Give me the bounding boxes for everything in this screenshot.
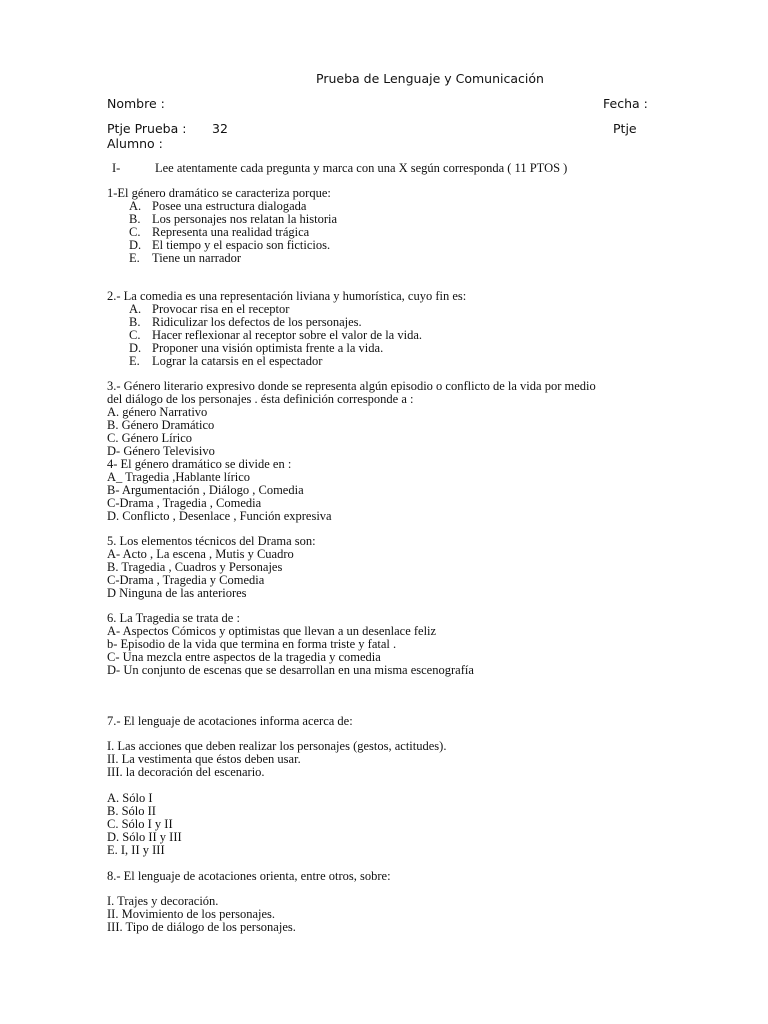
option-text: Hacer reflexionar al receptor sobre el valor de la vida. bbox=[152, 328, 422, 342]
option-text: Representa una realidad trágica bbox=[152, 225, 310, 239]
list-item: II. Movimiento de los personajes. bbox=[107, 907, 276, 921]
q8-stem: 8.- El lenguaje de acotaciones orienta, entre otros, sobre: bbox=[107, 869, 391, 883]
option-letter: C. bbox=[129, 225, 141, 239]
list-item: III. Tipo de diálogo de los personajes. bbox=[107, 920, 296, 934]
ptje-alumno-label-cont: Alumno : bbox=[107, 136, 163, 151]
list-item: B. Sólo II bbox=[107, 804, 156, 818]
option-text: Tiene un narrador bbox=[152, 251, 242, 265]
fecha-label: Fecha : bbox=[603, 96, 648, 111]
option-text: Posee una estructura dialogada bbox=[152, 199, 307, 213]
list-item: A. Sólo I bbox=[107, 791, 153, 805]
option-letter: B. bbox=[129, 212, 141, 226]
option-letter: D. bbox=[129, 341, 142, 355]
option-text: Los personajes nos relatan la historia bbox=[152, 212, 338, 226]
option-letter: A. bbox=[129, 302, 142, 316]
list-item: C-Drama , Tragedia y Comedia bbox=[107, 573, 265, 587]
list-item: C. Género Lírico bbox=[107, 431, 193, 445]
q8-statements bbox=[107, 895, 296, 934]
section-instruction: Lee atentamente cada pregunta y marca con una X según corresponda ( 11 PTOS ) bbox=[155, 161, 568, 175]
list-item: D Ninguna de las anteriores bbox=[107, 586, 247, 600]
list-item: I. Trajes y decoración. bbox=[107, 894, 219, 908]
list-item: C. Sólo I y II bbox=[107, 817, 173, 831]
list-item: III. la decoración del escenario. bbox=[107, 765, 265, 779]
q5-stem: 5. Los elementos técnicos del Drama son: bbox=[107, 534, 316, 548]
option-text: Proponer una visión optimista frente a la vida. bbox=[152, 341, 384, 355]
list-item: B- Argumentación , Diálogo , Comedia bbox=[107, 483, 304, 497]
list-item: A- Aspectos Cómicos y optimistas que llevan a un desenlace feliz bbox=[107, 624, 437, 638]
q3-stem-cont: del diálogo de los personajes . ésta definición corresponde a : bbox=[107, 392, 414, 406]
list-item: D. Conflicto , Desenlace , Función expresiva bbox=[107, 509, 332, 523]
list-item: C-Drama , Tragedia , Comedia bbox=[107, 496, 262, 510]
list-item: B. Género Dramático bbox=[107, 418, 215, 432]
option-letter: D. bbox=[129, 238, 142, 252]
ptje-alumno-label: Ptje bbox=[613, 121, 637, 136]
q4-stem: 4- El género dramático se divide en : bbox=[107, 457, 292, 471]
section-number: I- bbox=[112, 161, 121, 175]
q7-statements bbox=[107, 740, 446, 779]
q7-options bbox=[107, 792, 182, 857]
list-item: E. I, II y III bbox=[107, 843, 165, 857]
list-item: A- Acto , La escena , Mutis y Cuadro bbox=[107, 547, 294, 561]
ptje-prueba-value: 32 bbox=[212, 121, 228, 136]
list-item: D- Un conjunto de escenas que se desarrollan en una misma escenografía bbox=[107, 663, 474, 677]
q3-q4-block bbox=[107, 380, 596, 523]
list-item: A. género Narrativo bbox=[107, 405, 208, 419]
q6-stem: 6. La Tragedia se trata de : bbox=[107, 611, 240, 625]
list-item: B. Tragedia , Cuadros y Personajes bbox=[107, 560, 283, 574]
option-text: El tiempo y el espacio son ficticios. bbox=[152, 238, 331, 252]
option-letter: C. bbox=[129, 328, 141, 342]
ptje-prueba-label: Ptje Prueba : bbox=[107, 121, 187, 136]
list-item: A_ Tragedia ,Hablante lírico bbox=[107, 470, 251, 484]
list-item: I. Las acciones que deben realizar los personajes (gestos, actitudes). bbox=[107, 739, 447, 753]
page-title: Prueba de Lenguaje y Comunicación bbox=[316, 71, 544, 86]
q7-stem: 7.- El lenguaje de acotaciones informa acerca de: bbox=[107, 714, 353, 728]
option-text: Lograr la catarsis en el espectador bbox=[152, 354, 323, 368]
q5-block bbox=[107, 535, 316, 600]
q1-stem: 1-El género dramático se caracteriza porque: bbox=[107, 186, 331, 200]
q3-stem: 3.- Género literario expresivo donde se representa algún episodio o conflicto de la vida por medio bbox=[107, 379, 596, 393]
q2-stem: 2.- La comedia es una representación liviana y humorística, cuyo fin es: bbox=[107, 289, 467, 303]
option-text: Ridiculizar los defectos de los personajes. bbox=[152, 315, 362, 329]
list-item: C- Una mezcla entre aspectos de la tragedia y comedia bbox=[107, 650, 381, 664]
list-item: b- Episodio de la vida que termina en forma triste y fatal . bbox=[107, 637, 397, 651]
nombre-label: Nombre : bbox=[107, 96, 165, 111]
list-item: II. La vestimenta que éstos deben usar. bbox=[107, 752, 301, 766]
option-letter: A. bbox=[129, 199, 142, 213]
option-letter: E. bbox=[129, 354, 140, 368]
option-text: Provocar risa en el receptor bbox=[152, 302, 290, 316]
list-item: D. Sólo II y III bbox=[107, 830, 182, 844]
q6-block bbox=[107, 612, 474, 677]
option-letter: B. bbox=[129, 315, 141, 329]
option-letter: E. bbox=[129, 251, 140, 265]
list-item: D- Género Televisivo bbox=[107, 444, 215, 458]
